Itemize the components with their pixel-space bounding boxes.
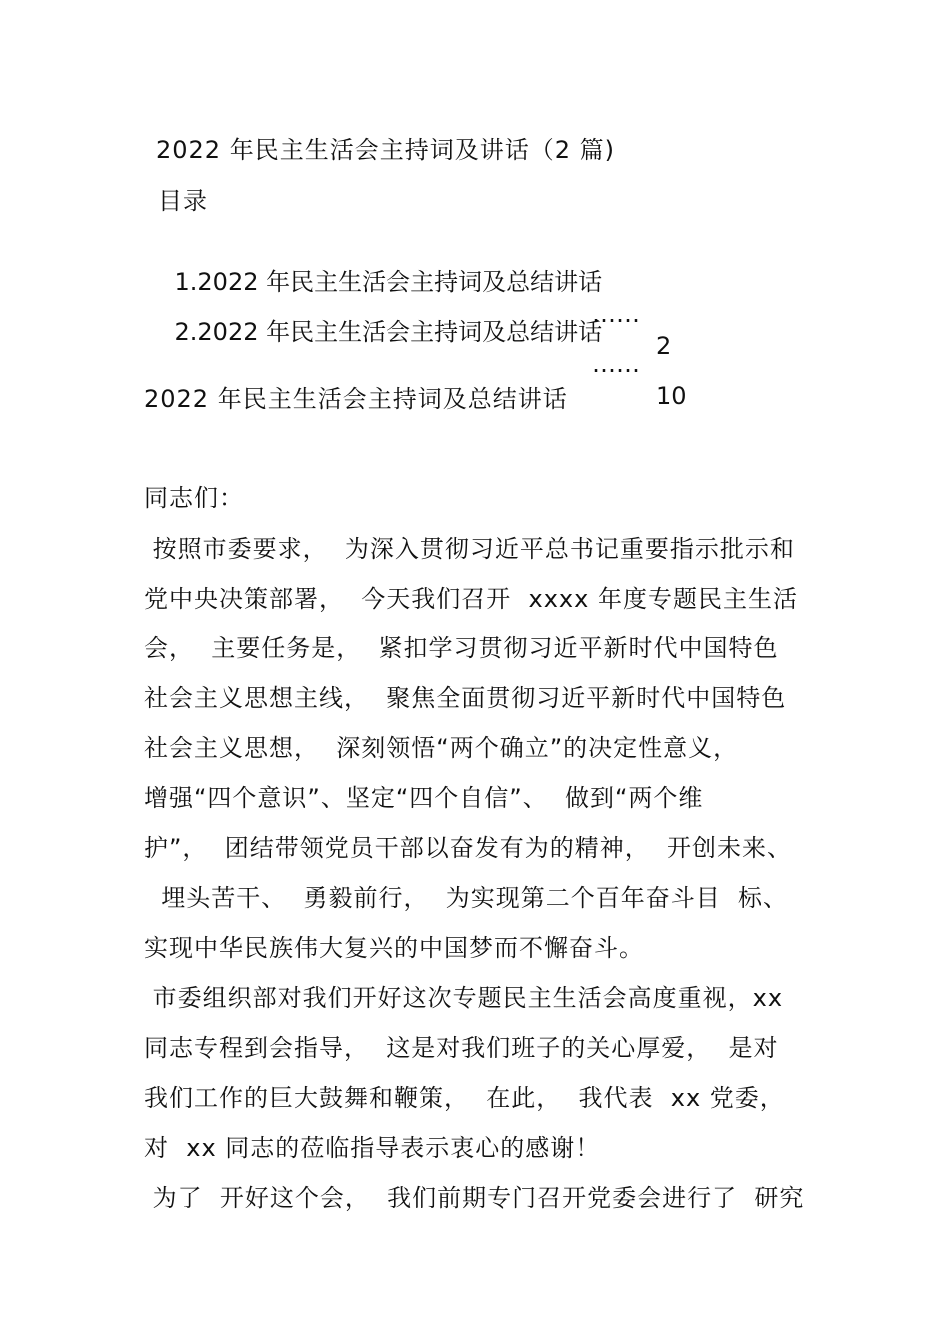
body-line: 护”， 团结带领党员干部以奋发有为的精神， 开创未来、 bbox=[144, 834, 792, 862]
body-line: 按照市委要求， 为深入贯彻习近平总书记重要指示批示和 bbox=[144, 535, 795, 563]
body-line: 会， 主要任务是， 紧扣学习贯彻习近平新时代中国特色 bbox=[144, 634, 779, 662]
toc-item-leader: …… bbox=[592, 300, 640, 328]
toc-heading: 目录 bbox=[158, 187, 208, 215]
body-line: 我们工作的巨大鼓舞和鞭策， 在此， 我代表 xx 党委， bbox=[144, 1084, 785, 1112]
section-title: 2022 年民主生活会主持词及总结讲话 bbox=[144, 385, 568, 413]
body-line: 社会主义思想， 深刻领悟“两个确立”的决定性意义， bbox=[144, 734, 739, 762]
body-line: 市委组织部对我们开好这次专题民主生活会高度重视，xx bbox=[144, 984, 784, 1012]
body-line: 增强“四个意识”、坚定“四个自信”、 做到“两个维 bbox=[144, 784, 704, 812]
body-line: 埋头苦干、 勇毅前行， 为实现第二个百年奋斗目 标、 bbox=[144, 884, 789, 912]
toc-item-leader: …… bbox=[592, 350, 640, 378]
toc-item-label: 1.2022 年民主生活会主持词及总结讲话 bbox=[174, 268, 603, 296]
document-title: 2022 年民主生活会主持词及讲话（2 篇) bbox=[156, 136, 615, 164]
toc-item-page: 10 bbox=[656, 382, 687, 410]
body-line: 为了 开好这个会， 我们前期专门召开党委会进行了 研究 bbox=[144, 1184, 805, 1212]
salutation: 同志们： bbox=[144, 484, 244, 512]
body-line: 对 xx 同志的莅临指导表示衷心的感谢！ bbox=[144, 1134, 601, 1162]
body-line: 党中央决策部署， 今天我们召开 xxxx 年度专题民主生活 bbox=[144, 585, 798, 613]
toc-item[interactable] bbox=[144, 284, 744, 444]
toc-item-label: 2.2022 年民主生活会主持词及总结讲话 bbox=[174, 318, 603, 346]
body-line: 社会主义思想主线， 聚焦全面贯彻习近平新时代中国特色 bbox=[144, 684, 787, 712]
body-line: 同志专程到会指导， 这是对我们班子的关心厚爱， 是对 bbox=[144, 1034, 779, 1062]
toc-item-page: 2 bbox=[656, 332, 672, 360]
body-line: 实现中华民族伟大复兴的中国梦而不懈奋斗。 bbox=[144, 934, 644, 962]
